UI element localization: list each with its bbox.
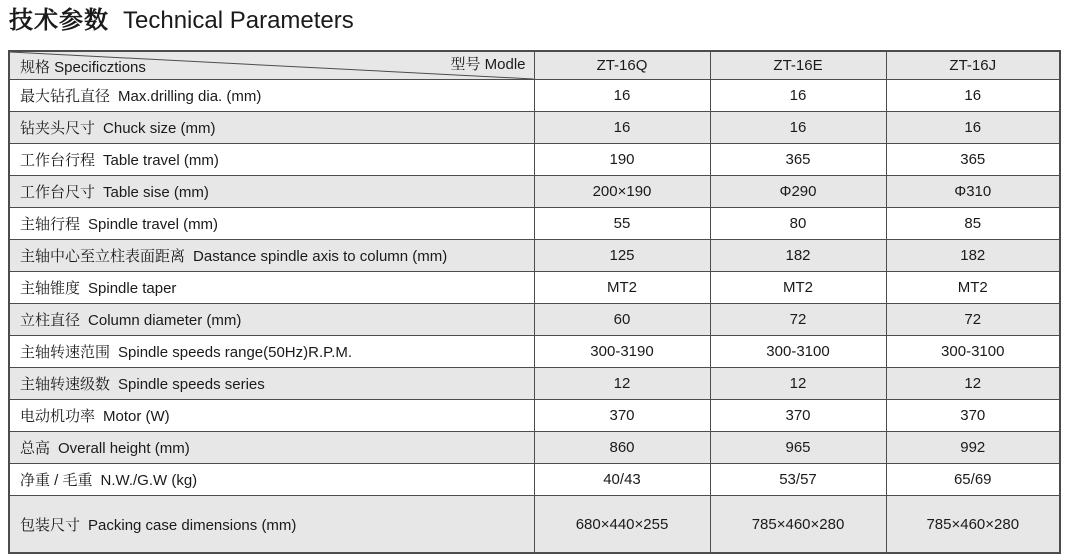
- table-row: [9, 144, 1060, 176]
- value-cell: 16: [534, 80, 710, 112]
- value-cell: 53/57: [710, 464, 886, 496]
- page-title-cjk: 技术参数: [9, 7, 109, 34]
- model-column-header: ZT-16J: [886, 51, 1060, 80]
- spec-label-cell: [9, 432, 534, 464]
- value-cell: 190: [534, 144, 710, 176]
- value-cell: 300-3100: [710, 336, 886, 368]
- spec-label-cell: [9, 112, 534, 144]
- table-row: [9, 496, 1060, 554]
- table-row: [9, 336, 1060, 368]
- spec-label-en: Column diameter (mm): [88, 312, 242, 329]
- spec-label-cell: [9, 400, 534, 432]
- table-row: [9, 464, 1060, 496]
- table-row: [9, 432, 1060, 464]
- value-cell: 992: [886, 432, 1060, 464]
- table-row: [9, 176, 1060, 208]
- value-cell: 16: [886, 80, 1060, 112]
- page-title: [9, 5, 354, 37]
- table-row: [9, 272, 1060, 304]
- table-row: [9, 304, 1060, 336]
- spec-label-en: N.W./G.W (kg): [100, 472, 198, 489]
- value-cell: 182: [710, 240, 886, 272]
- value-cell: 16: [710, 80, 886, 112]
- corner-specifications-label: 规格 Specificztions: [20, 59, 146, 76]
- value-cell: 85: [886, 208, 1060, 240]
- value-cell: 80: [710, 208, 886, 240]
- value-cell: 182: [886, 240, 1060, 272]
- spec-label-cjk: 净重 / 毛重: [20, 472, 93, 489]
- value-cell: 200×190: [534, 176, 710, 208]
- value-cell: Φ310: [886, 176, 1060, 208]
- spec-label-cjk: 主轴转速范围: [20, 344, 111, 361]
- spec-label-cell: [9, 336, 534, 368]
- spec-label-en: Dastance spindle axis to column (mm): [193, 248, 448, 265]
- value-cell: 365: [886, 144, 1060, 176]
- value-cell: 680×440×255: [534, 496, 710, 554]
- table-row: [9, 400, 1060, 432]
- spec-label-en: Spindle speeds range(50Hz)R.P.M.: [118, 344, 353, 361]
- value-cell: 370: [886, 400, 1060, 432]
- spec-label-cjk: 最大钻孔直径: [20, 88, 111, 105]
- spec-label-en: Motor (W): [103, 408, 170, 425]
- spec-label-en: Spindle travel (mm): [88, 216, 219, 233]
- value-cell: MT2: [886, 272, 1060, 304]
- value-cell: 125: [534, 240, 710, 272]
- value-cell: Φ290: [710, 176, 886, 208]
- spec-label-cjk: 立柱直径: [20, 312, 81, 329]
- spec-label-cell: [9, 80, 534, 112]
- corner-cell: [9, 51, 534, 80]
- value-cell: 16: [710, 112, 886, 144]
- spec-label-en: Max.drilling dia. (mm): [118, 88, 262, 105]
- value-cell: 300-3100: [886, 336, 1060, 368]
- table-row: [9, 80, 1060, 112]
- value-cell: 60: [534, 304, 710, 336]
- spec-label-cjk: 总高: [20, 440, 51, 457]
- value-cell: 365: [710, 144, 886, 176]
- spec-label-cell: [9, 272, 534, 304]
- spec-label-cjk: 主轴中心至立柱表面距离: [20, 248, 186, 265]
- value-cell: 16: [886, 112, 1060, 144]
- model-column-header: ZT-16Q: [534, 51, 710, 80]
- spec-label-en: Packing case dimensions (mm): [88, 516, 297, 534]
- value-cell: 785×460×280: [710, 496, 886, 554]
- value-cell: 40/43: [534, 464, 710, 496]
- spec-label-cjk: 包装尺寸: [20, 516, 81, 534]
- spec-label-cell: [9, 464, 534, 496]
- spec-label-en: Chuck size (mm): [103, 120, 216, 137]
- value-cell: MT2: [534, 272, 710, 304]
- value-cell: 16: [534, 112, 710, 144]
- page-title-en: Technical Parameters: [123, 7, 354, 34]
- spec-label-en: Table sise (mm): [103, 184, 209, 201]
- value-cell: 72: [886, 304, 1060, 336]
- table-row: [9, 112, 1060, 144]
- model-column-header: ZT-16E: [710, 51, 886, 80]
- value-cell: 370: [710, 400, 886, 432]
- technical-parameters-table: [8, 50, 1061, 554]
- table-row: [9, 208, 1060, 240]
- value-cell: 72: [710, 304, 886, 336]
- value-cell: 65/69: [886, 464, 1060, 496]
- value-cell: 785×460×280: [886, 496, 1060, 554]
- spec-label-cjk: 工作台尺寸: [20, 184, 96, 201]
- spec-label-cell: [9, 144, 534, 176]
- value-cell: 12: [534, 368, 710, 400]
- value-cell: 300-3190: [534, 336, 710, 368]
- spec-label-cjk: 主轴行程: [20, 216, 81, 233]
- spec-label-cell: [9, 368, 534, 400]
- spec-label-cell: [9, 208, 534, 240]
- value-cell: 370: [534, 400, 710, 432]
- value-cell: 12: [710, 368, 886, 400]
- spec-label-en: Overall height (mm): [58, 440, 190, 457]
- spec-label-cell: [9, 240, 534, 272]
- value-cell: MT2: [710, 272, 886, 304]
- spec-label-en: Table travel (mm): [103, 152, 219, 169]
- spec-label-en: Spindle speeds series: [118, 376, 265, 393]
- spec-label-cell: [9, 304, 534, 336]
- table-row: [9, 368, 1060, 400]
- spec-label-cjk: 钻夹头尺寸: [20, 120, 96, 137]
- table-header-row: [9, 51, 1060, 80]
- spec-label-cjk: 工作台行程: [20, 152, 96, 169]
- spec-label-cell: [9, 176, 534, 208]
- value-cell: 860: [534, 432, 710, 464]
- value-cell: 55: [534, 208, 710, 240]
- spec-label-cell: [9, 496, 534, 554]
- spec-label-en: Spindle taper: [88, 280, 177, 297]
- table-row: [9, 240, 1060, 272]
- spec-label-cjk: 电动机功率: [20, 408, 96, 425]
- corner-model-label: 型号 Modle: [450, 56, 526, 73]
- value-cell: 12: [886, 368, 1060, 400]
- spec-label-cjk: 主轴转速级数: [20, 376, 111, 393]
- value-cell: 965: [710, 432, 886, 464]
- spec-label-cjk: 主轴锥度: [20, 280, 81, 297]
